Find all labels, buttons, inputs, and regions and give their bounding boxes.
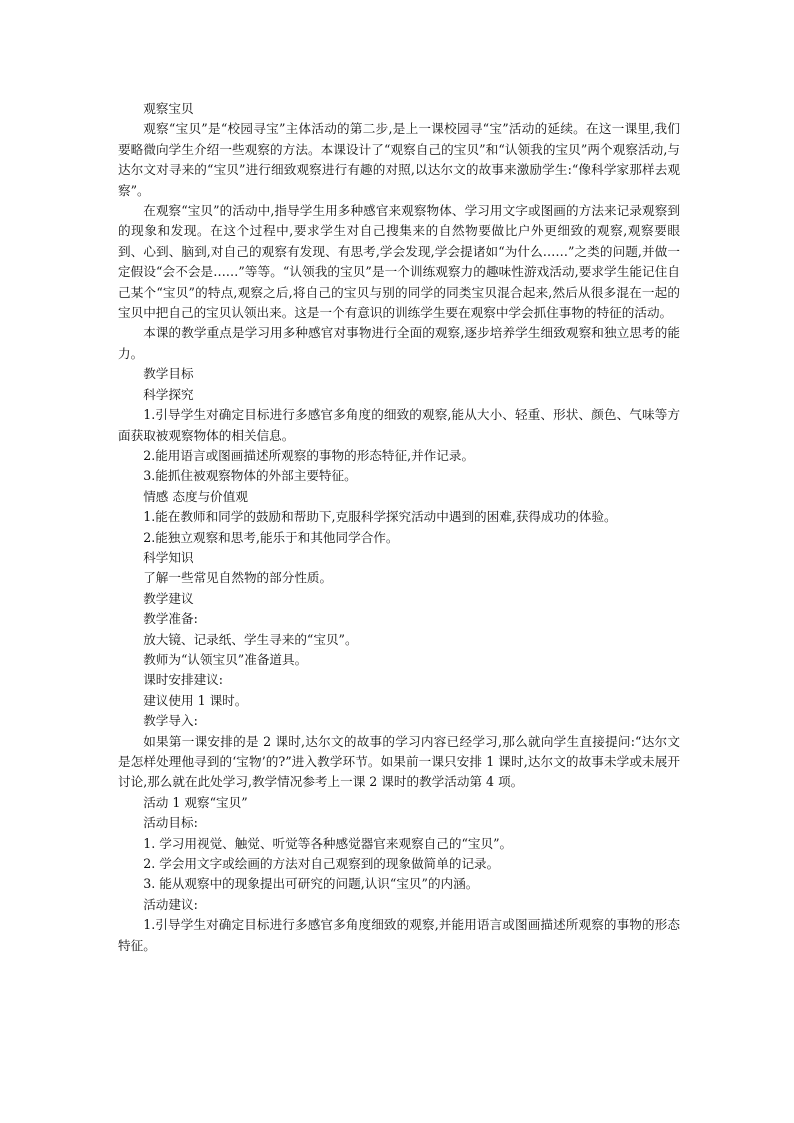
- subheading-activity-goals: 活动目标:: [143, 815, 198, 831]
- activity-suggestion-1: 1.引导学生对确定目标进行多感官多角度细致的观察,并能用语言或图画描述所观察的事物的形态特征。: [118, 917, 680, 953]
- schedule-item: 建议使用 1 课时。: [143, 692, 248, 708]
- section-heading-suggestions: 教学建议: [143, 590, 194, 606]
- activity-description-paragraph: 在观察“宝贝”的活动中,指导学生用多种感官来观察物体、学习用文字或图画的方法来记录观察到的现象和发现。在这个过程中,要求学生对自己搜集来的自然物要做比户外更细致的观察,观察要眼到、心到、脑到,对自己的观察有发现、有思考,学会发现,学会提诸如“为什么……”之类的问题,并做一定假设“会不会是……”等等。“认领我的宝贝”是一个训练观察力的趣味性游戏活动,要求学生能记住自己某个“宝贝”的特点,观察之后,将自己的宝贝与别的同学的同类宝贝混合起来,然后从很多混在一起的宝贝中把自己的宝贝认领出来。这是一个有意识的训练学生要在观察中学会抓住事物的特征的活动。: [118, 203, 680, 321]
- subheading-science-knowledge: 科学知识: [143, 549, 194, 565]
- teaching-focus-paragraph: 本课的教学重点是学习用多种感官对事物进行全面的观察,逐步培养学生细致观察和独立思考的能力。: [118, 325, 680, 361]
- section-heading-goals: 教学目标: [143, 366, 194, 382]
- introduction-paragraph: 如果第一课安排的是 2 课时,达尔文的故事的学习内容已经学习,那么就向学生直接提问:“达尔文是怎样处理他寻到的‘宝物’的?”进入教学环节。如果前一课只安排 1 课时,达尔文的故事未学或未展开讨论,那么就在此处学习,教学情况参考上一课 2 课时的教学活动第 4 项。: [118, 733, 680, 790]
- doc-title: 观察宝贝: [143, 101, 194, 116]
- inquiry-item-1: 1.引导学生对确定目标进行多感官多角度的细致的观察,能从大小、轻重、形状、颜色、气味等方面获取被观察物体的相关信息。: [118, 407, 680, 443]
- subheading-emotion-values: 情感 态度与价值观: [143, 488, 248, 504]
- intro-paragraph: 观察“宝贝”是“校园寻宝”主体活动的第二步,是上一课校园寻“宝”活动的延续。在这一课里,我们要略微向学生介绍一些观察的方法。本课设计了“观察自己的宝贝”和“认领我的宝贝”两个观察活动,与达尔文对寻来的“宝贝”进行细致观察进行有趣的对照,以达尔文的故事来激励学生:“像科学家那样去观察”。: [118, 121, 680, 198]
- emotion-item-1: 1.能在教师和同学的鼓励和帮助下,克服科学探究活动中遇到的困难,获得成功的体验。: [143, 509, 617, 525]
- preparation-item-2: 教师为“认领宝贝”准备道具。: [143, 651, 308, 667]
- knowledge-item: 了解一些常见自然物的部分性质。: [143, 570, 333, 586]
- subheading-introduction: 教学导入:: [143, 713, 198, 729]
- subheading-activity-suggestions: 活动建议:: [143, 896, 198, 912]
- activity-1-heading: 活动 1 观察“宝贝”: [143, 794, 248, 810]
- inquiry-item-2: 2.能用语言或图画描述所观察的事物的形态特征,并作记录。: [143, 447, 475, 463]
- emotion-item-2: 2.能独立观察和思考,能乐于和其他同学合作。: [143, 529, 399, 545]
- preparation-item-1: 放大镜、记录纸、学生寻来的“宝贝”。: [143, 631, 358, 647]
- subheading-science-inquiry: 科学探究: [143, 386, 194, 402]
- subheading-schedule: 课时安排建议:: [143, 672, 223, 688]
- inquiry-item-3: 3.能抓住被观察物体的外部主要特征。: [143, 468, 357, 484]
- subheading-preparation: 教学准备:: [143, 611, 198, 627]
- document-page: [118, 99, 680, 956]
- activity-goal-3: 3. 能从观察中的现象提出可研究的问题,认识“宝贝”的内涵。: [143, 876, 479, 892]
- activity-goal-2: 2. 学会用文字或绘画的方法对自己观察到的现象做简单的记录。: [143, 856, 500, 872]
- activity-goal-1: 1. 学习用视觉、触觉、听觉等各种感觉器官来观察自己的“宝贝”。: [143, 835, 513, 851]
